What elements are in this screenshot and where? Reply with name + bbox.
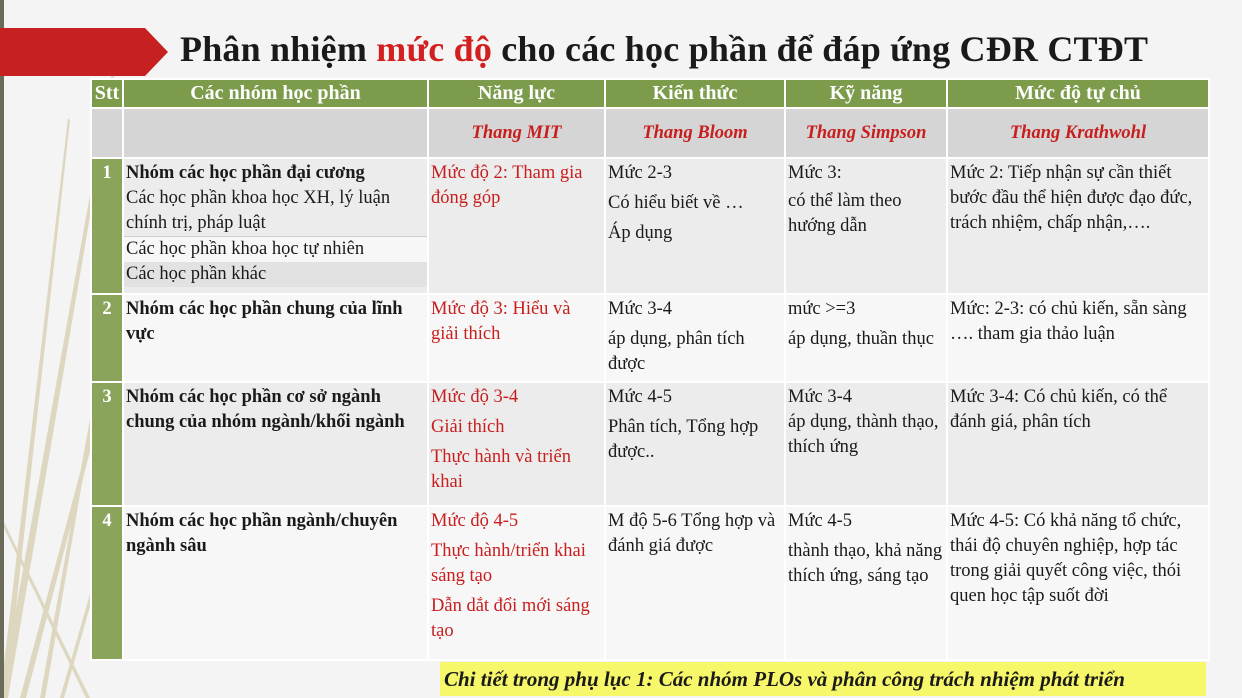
scale-row <box>91 108 1209 158</box>
scale-krathwohl: Thang Krathwohl <box>947 108 1209 158</box>
cell-line: Giải thích <box>431 417 505 437</box>
scale-empty-group <box>123 108 428 158</box>
table-row <box>91 506 1209 660</box>
footer-note: Chi tiết trong phụ lục 1: Các nhóm PLOs và phân công trách nhiệm phát triển <box>440 662 1206 696</box>
title-part1: Phân nhiệm <box>180 29 377 69</box>
ky-nang-cell <box>785 158 947 294</box>
cell-line: Áp dụng <box>608 223 673 243</box>
scale-simpson: Thang Simpson <box>785 108 947 158</box>
table-row <box>91 294 1209 382</box>
kien-thuc-cell <box>605 294 785 382</box>
cell-line: Mức độ 4-5 <box>431 511 519 531</box>
group-title: Nhóm các học phần đại cương <box>126 163 365 183</box>
title-accent: mức độ <box>376 29 493 69</box>
cell-line: Có hiểu biết về … <box>608 193 744 213</box>
cell-line: Mức 3-4 <box>608 299 672 319</box>
assignment-table <box>90 78 1210 661</box>
table-row <box>91 158 1209 294</box>
cell-line: thành thạo, khả năng thích ứng, sáng tạo <box>788 541 943 586</box>
header-nang-luc: Năng lực <box>428 79 605 108</box>
cell-line: M độ 5-6 Tổng hợp và đánh giá được <box>608 511 776 556</box>
cell-line: mức >=3 <box>788 299 856 319</box>
cell-line: Phân tích, Tổng hợp được.. <box>608 417 759 462</box>
group-sub-item: Các học phần khoa học XH, lý luận chính trị, pháp luật <box>124 186 427 236</box>
title-part2: cho các học phần để đáp ứng CĐR CTĐT <box>492 29 1149 69</box>
ky-nang-cell <box>785 382 947 506</box>
header-kien-thuc: Kiến thức <box>605 79 785 108</box>
kien-thuc-cell <box>605 506 785 660</box>
nang-luc-cell <box>428 294 605 382</box>
cell-line: Thực hành/triển khai sáng tạo <box>431 541 586 586</box>
page-title <box>180 28 1148 70</box>
tu-chu-cell <box>947 382 1209 506</box>
cell-line: có thể làm theo hướng dẫn <box>788 191 902 236</box>
table-header-row <box>91 79 1209 108</box>
row-stt: 2 <box>91 294 123 382</box>
ky-nang-cell <box>785 506 947 660</box>
cell-line: Mức độ 2: Tham gia đóng góp <box>431 163 583 208</box>
cell-line: áp dụng, thành thạo, thích ứng <box>788 412 939 457</box>
cell-line: Mức 4-5: Có khả năng tổ chức, thái độ chuyên nghiệp, hợp tác trong giải quyết công việc, thói quen học tập suốt đời <box>950 511 1182 606</box>
group-cell: Nhóm các học phần cơ sở ngành chung của nhóm ngành/khối ngành <box>123 382 428 506</box>
row-stt: 1 <box>91 158 123 294</box>
scale-bloom: Thang Bloom <box>605 108 785 158</box>
group-sub-item: Các học phần khoa học tự nhiên <box>124 236 427 262</box>
cell-line: Mức 3-4 <box>788 387 852 407</box>
group-cell: Nhóm các học phần ngành/chuyên ngành sâu <box>123 506 428 660</box>
row-stt: 4 <box>91 506 123 660</box>
header-groups: Các nhóm học phần <box>123 79 428 108</box>
kien-thuc-cell <box>605 382 785 506</box>
row-stt: 3 <box>91 382 123 506</box>
cell-line: áp dụng, phân tích được <box>608 329 745 374</box>
table-row <box>91 382 1209 506</box>
scale-empty-stt <box>91 108 123 158</box>
tu-chu-cell <box>947 506 1209 660</box>
kien-thuc-cell <box>605 158 785 294</box>
cell-line: Mức 2-3 <box>608 163 672 183</box>
header-tu-chu: Mức độ tự chủ <box>947 79 1209 108</box>
nang-luc-cell <box>428 506 605 660</box>
group-cell <box>123 158 428 294</box>
cell-line: Mức độ 3-4 <box>431 387 519 407</box>
cell-line: Thực hành và triển khai <box>431 447 571 492</box>
nang-luc-cell <box>428 382 605 506</box>
ky-nang-cell <box>785 294 947 382</box>
cell-line: áp dụng, thuần thục <box>788 329 934 349</box>
tu-chu-cell <box>947 294 1209 382</box>
cell-line: Mức 4-5 <box>788 511 852 531</box>
tu-chu-cell <box>947 158 1209 294</box>
cell-line: Mức 3-4: Có chủ kiến, có thể đánh giá, phân tích <box>950 387 1168 432</box>
cell-line: Mức 3: <box>788 163 842 183</box>
cell-line: Dẫn dắt đổi mới sáng tạo <box>431 596 590 641</box>
scale-mit: Thang MIT <box>428 108 605 158</box>
group-cell: Nhóm các học phần chung của lĩnh vực <box>123 294 428 382</box>
header-ky-nang: Kỹ năng <box>785 79 947 108</box>
title-arrow-icon <box>0 28 168 76</box>
header-stt: Stt <box>91 79 123 108</box>
group-sub-item: Các học phần khác <box>124 262 427 287</box>
cell-line: Mức 2: Tiếp nhận sự cần thiết bước đầu thể hiện được đạo đức, trách nhiệm, chấp nhận,…. <box>950 163 1193 233</box>
cell-line: Mức: 2-3: có chủ kiến, sẵn sàng …. tham gia thảo luận <box>950 299 1187 344</box>
cell-line: Mức 4-5 <box>608 387 672 407</box>
nang-luc-cell <box>428 158 605 294</box>
cell-line: Mức độ 3: Hiểu và giải thích <box>431 299 571 344</box>
